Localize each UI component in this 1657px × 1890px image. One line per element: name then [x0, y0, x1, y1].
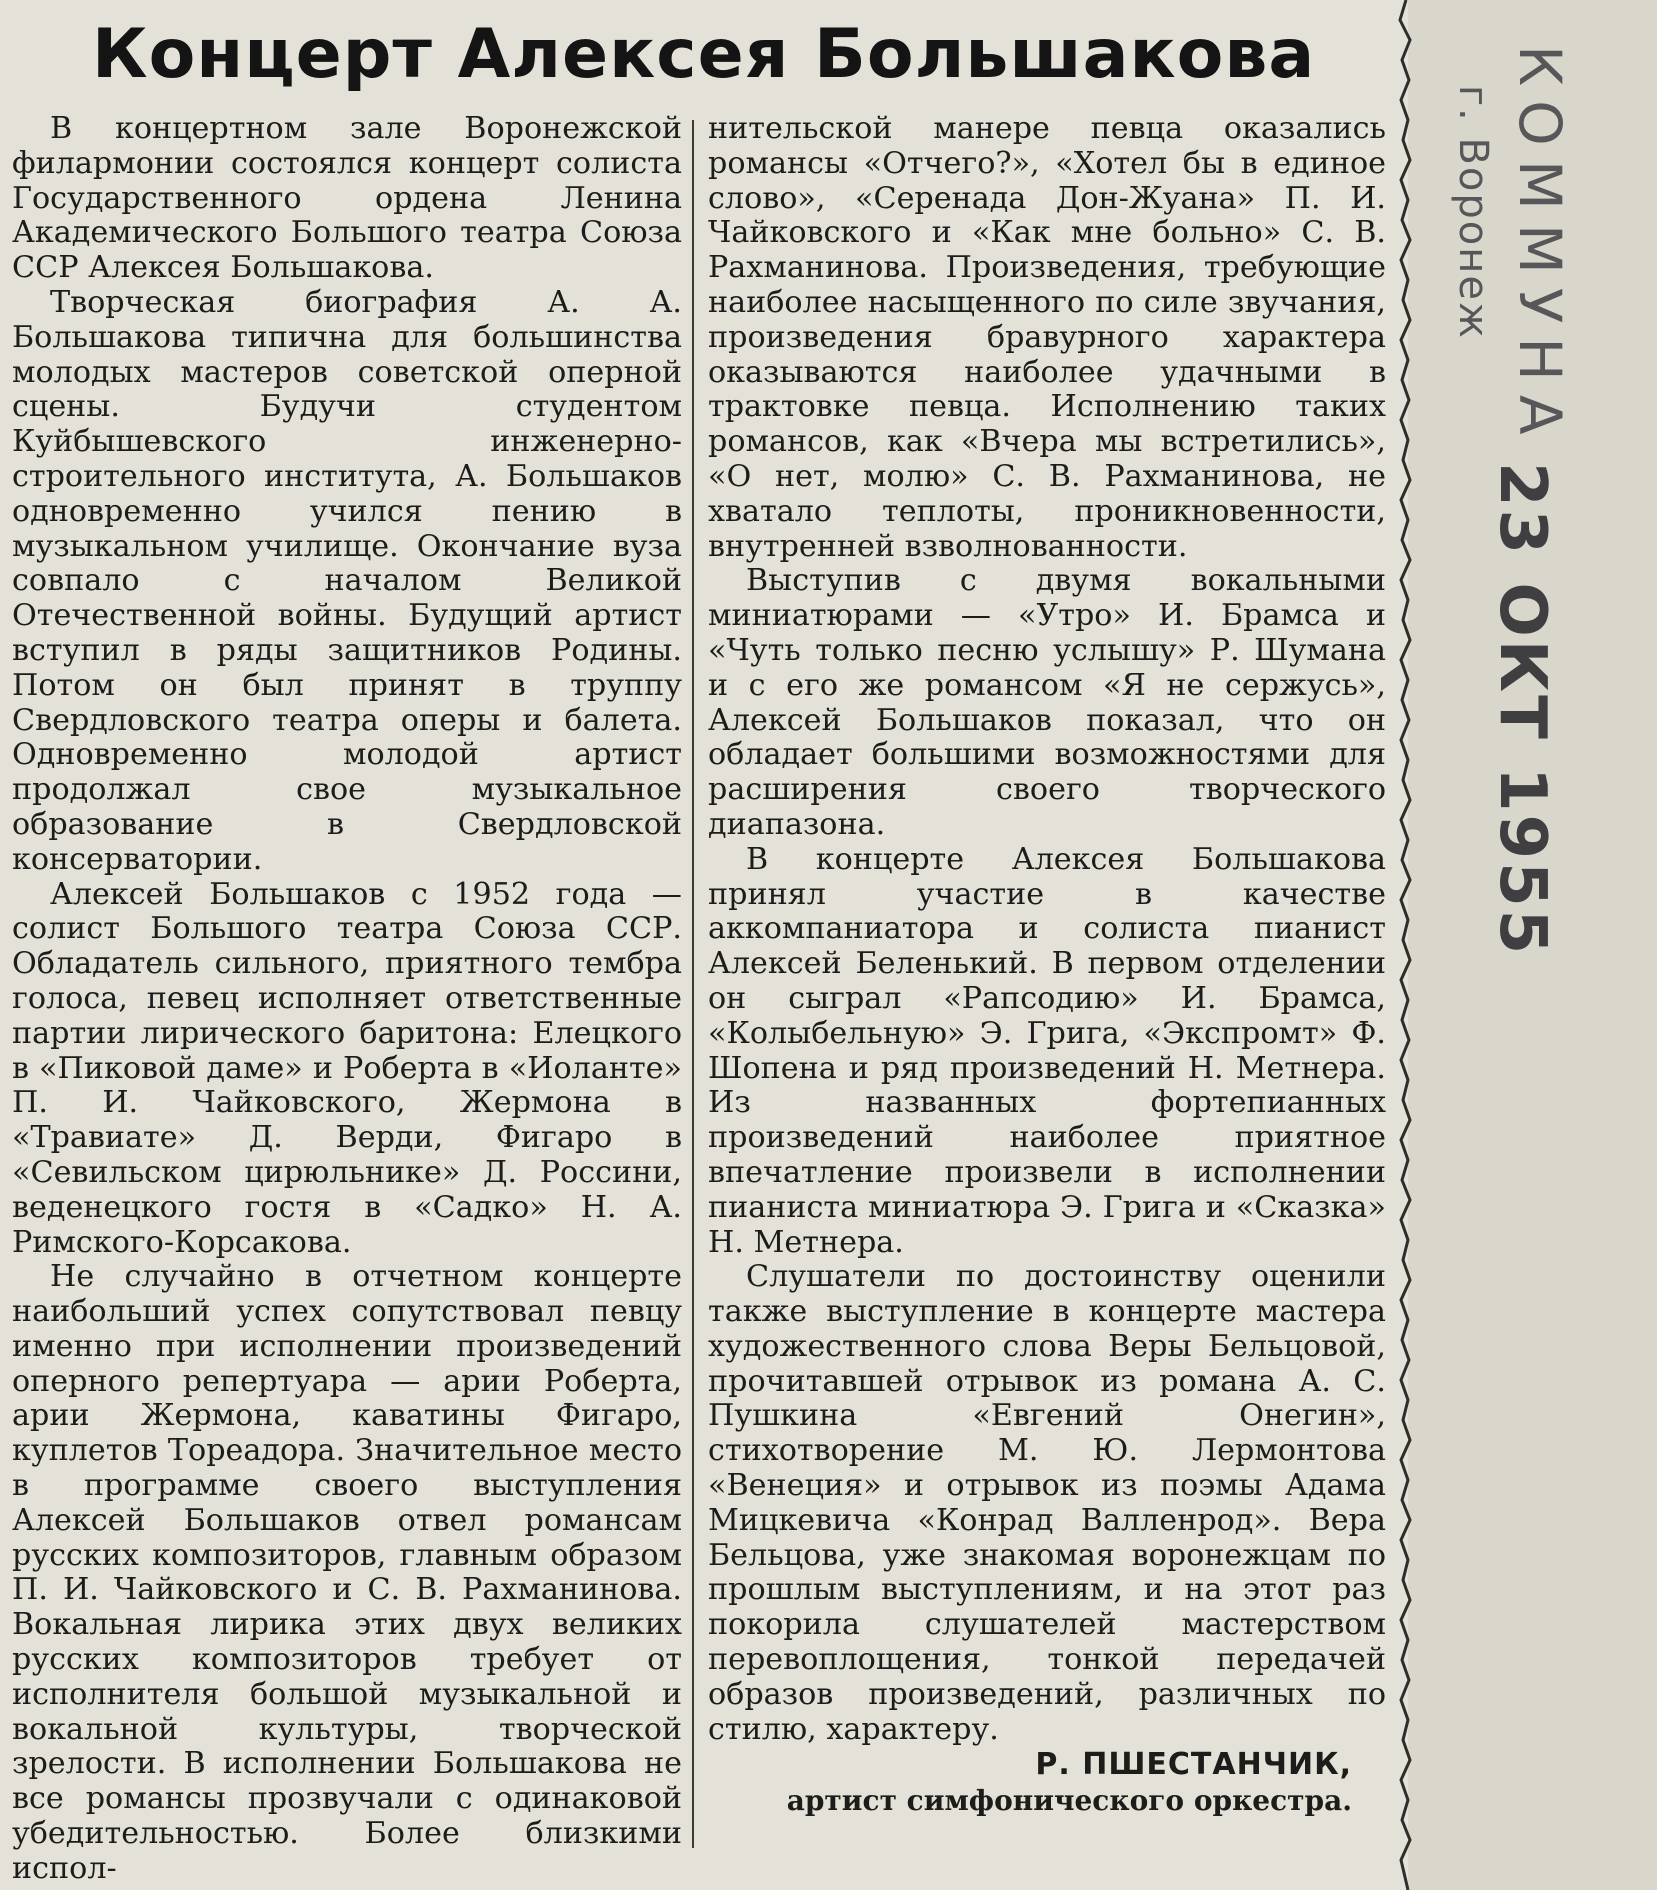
author-signature: Р. ПШЕСТАНЧИК,	[1035, 1747, 1352, 1783]
stamp-date: 23 ОКТ 1955	[1485, 462, 1559, 958]
article-paragraph-7: В концерте Алексея Большакова принял участие в качестве аккомпаниатора и солиста пианист Алексей Беленький. В первом отделении он сыграл «Рапсодию» И. Брамса, «Колыбельную» Э. Грига, «Экспромт» Ф. Шопена и ряд произведений Н. Метнера. Из названных фортепианных произведений наиболее приятное впечатление произвели в исполнении пианиста миниатюра Э. Грига и «Сказка» Н. Метнера.	[708, 841, 1386, 1260]
column-divider	[692, 120, 694, 1848]
author-role: артист симфонического оркестра.	[786, 1784, 1352, 1818]
article-paragraph-5: нительской манере певца оказались романсы «Отчего?», «Хотел бы в единое слово», «Серенада Дон-Жуана» П. И. Чайковского и «Как мне больно» С. В. Рахманинова. Произведения, требующие наиболее насыщенного по силе звучания, произведения бравурного характера оказываются наиболее удачными в трактовке певца. Исполнению таких романсов, как «Вчера мы встретились», «О нет, молю» С. В. Рахманинова, не хватало теплоты, проникновенности, внутренней взволнованности.	[708, 111, 1386, 564]
article-paragraph-2: Творческая биография А. А. Большакова типична для большинства молодых мастеров советской оперной сцены. Будучи студентом Куйбышевского инженерно-строительного института, А. Большаков одновременно учился пению в музыкальном училище. Окончание вуза совпало с началом Великой Отечественной войны. Будущий артист вступил в ряды защитников Родины. Потом он был принят в труппу Свердловского театра оперы и балета. Одновременно молодой артист продолжал свое музыкальное образование в Свердловской консерватории.	[12, 284, 682, 877]
stamp-city: г. Воронеж	[1450, 85, 1496, 341]
torn-paper-edge	[1396, 0, 1418, 1890]
article-paragraph-1: В концертном зале Воронежской филармонии состоялся концерт солиста Государственного ордена Ленина Академического Большого театра Союза ССР Алексея Большакова.	[12, 111, 682, 286]
article-headline: Концерт Алексея Большакова	[92, 15, 1316, 94]
article-column-left	[12, 112, 682, 1887]
article-paragraph-3: Алексей Большаков с 1952 года — солист Большого театра Союза ССР. Обладатель сильного, приятного тембра голоса, певец исполняет ответственные партии лирического баритона: Елецкого в «Пиковой даме» и Роберта в «Иоланте» П. И. Чайковского, Жермона в «Травиате» Д. Верди, Фигаро в «Севильском цирюльнике» Д. Россини, веденецкого гостя в «Садко» Н. А. Римского-Корсакова.	[12, 876, 682, 1260]
article-column-right	[708, 112, 1386, 1819]
article-paragraph-8: Слушатели по достоинству оценили также выступление в концерте мастера художественного слова Веры Бельцовой, прочитавшей отрывок из романа А. С. Пушкина «Евгений Онегин», стихотворение М. Ю. Лермонтова «Венеция» и отрывок из поэмы Адама Мицкевича «Конрад Валленрод». Вера Бельцова, уже знакомая воронежцам по прошлым выступлениям, и на этот раз покорила слушателей мастерством перевоплощения, тонкой передачей образов произведений, различных по стилю, характеру.	[708, 1259, 1386, 1747]
stamp-newspaper-name: КОММУНА	[1506, 45, 1574, 449]
article-paragraph-6: Выступив с двумя вокальными миниатюрами — «Утро» И. Брамса и «Чуть только песню услышу» Р. Шумана и с его же романсом «Я не сержусь», Алексей Большаков показал, что он обладает большими возможностями для расширения своего творческого диапазона.	[708, 563, 1386, 842]
article-paragraph-4: Не случайно в отчетном концерте наибольший успех сопутствовал певцу именно при исполнении произведений оперного репертуара — арии Роберта, арии Жермона, каватины Фигаро, куплетов Тореадора. Значительное место в программе своего выступления Алексей Большаков отвел романсам русских композиторов, главным образом П. И. Чайковского и С. В. Рахманинова. Вокальная лирика этих двух великих русских композиторов требует от исполнителя большой музыкальной и вокальной культуры, творческой зрелости. В исполнении Большакова не все романсы прозвучали с одинаковой убедительностью. Более близкими испол-	[12, 1259, 682, 1886]
